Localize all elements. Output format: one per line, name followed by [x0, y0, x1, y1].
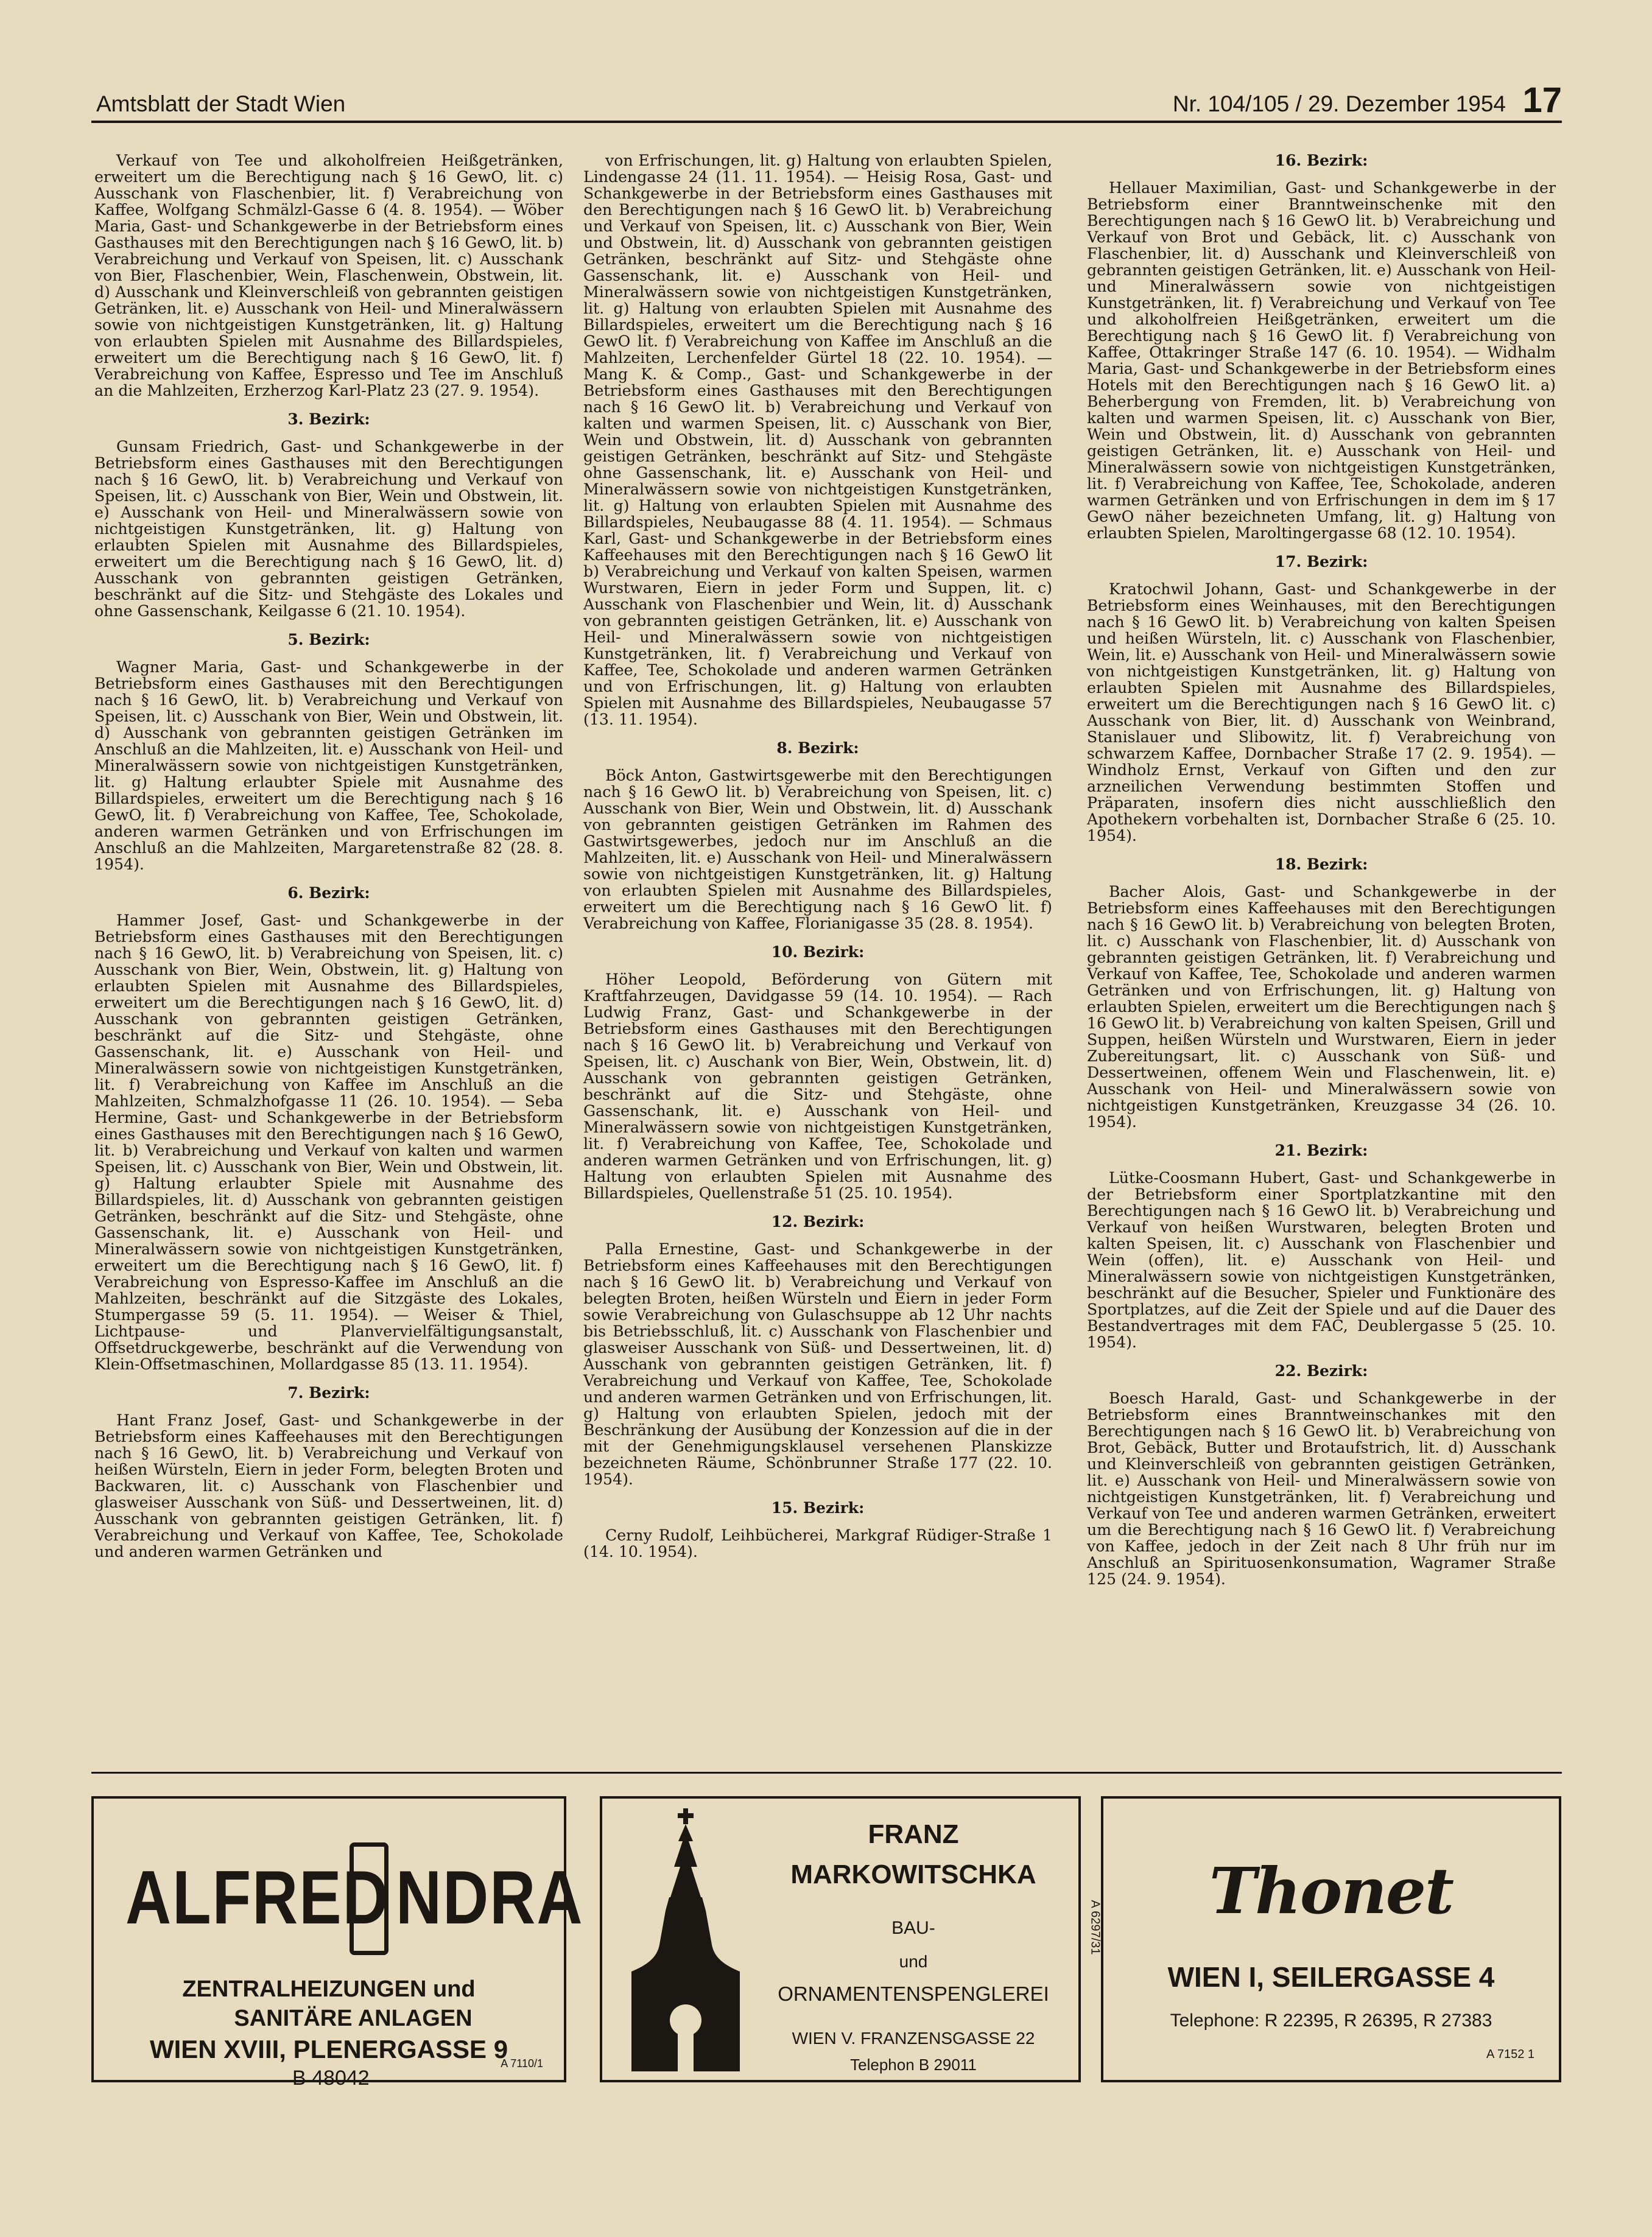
ad-phone: Telephon B 29011 — [850, 2056, 977, 2074]
district-heading: 3. Bezirk: — [287, 410, 370, 428]
paragraph: Boesch Harald, Gast- und Schankgewerbe in der Betriebsform eines Branntweinschankes mit den Berechtigungen nach § 16 GewO lit. b) Verabreichung von Brot, Gebäck, Butter und Brotaufstrich, lit. d) Ausschank und Kleinverschleiß von gebrannten geistigen Getränken, lit. e) Ausschank von Heil- und Mineralwässern sowie von nichtgeistigen Kunstgetränken, lit. f) Verabreichung und Verkauf von Tee und anderen warmen Getränken, erweitert um die Berechtigung nach § 16 GewO lit. f) Verabreichung von Kaffee, jedoch in der Zeit nach 8 Uhr früh nur im Anschluß an Spirituosenkonsumation, Wagramer Straße 125 (24. 9. 1954). — [1087, 1389, 1556, 1588]
ad-code: A 7110/1 — [501, 2057, 543, 2070]
paragraph: Kratochwil Johann, Gast- und Schankgewerbe in der Betriebsform eines Weinhauses, mit den Berechtigungen nach § 16 GewO lit. b) Verabreichung von kalten Speisen und heißen Würsteln, lit. c) Ausschank von Flaschenbier, Wein, lit. e) Ausschank von Heil- und Mineralwässern sowie von nichtgeistigen Kunstgetränken, lit. g) Haltung von erlaubten Spielen mit Ausnahme des Billardspieles, erweitert um die Berechtigungen nach § 16 GewO lit. c) Ausschank von Bier, lit. d) Ausschank von Weinbrand, Stanislauer und Slibowitz, lit. f) Verabreichung von schwarzem Kaffee, Dornbacher Straße 17 (2. 9. 1954). — Windholz Ernst, Verkauf von Giften und den zur arzneilichen Verwendung bestimmten Stoffen und Präparaten, insofern dies nicht ausschließlich den Apothekern vorbehalten ist, Dornbacher Straße 6 (25. 10. 1954). — [1087, 580, 1556, 845]
district-heading: 8. Bezirk: — [776, 739, 859, 757]
advertisement-ondra — [91, 1796, 584, 2090]
page-header — [91, 78, 1562, 123]
district-heading: 12. Bezirk: — [771, 1213, 865, 1231]
paragraph: Bacher Alois, Gast- und Schankgewerbe in der Betriebsform eines Kaffeehauses mit den Berechtigungen nach § 16 GewO lit. b) Verabreichung von belegten Broten, lit. c) Ausschank von Flaschenbier, lit. d) Ausschank von gebrannten geistigen Getränken, lit. f) Verabreichung und Verkauf von Kaffee, Tee, Schokolade und anderen warmen Getränken und von Erfrischungen, lit. g) Haltung von erlaubten Spielen, erweitert um die Berechtigungen nach § 16 GewO lit. b) Verabreichung von kalten Speisen, Grill und Suppen, heißen Würsteln und Wurstwaren, Eiern in jeder Zubereitungsart, lit. c) Ausschank von Süß- und Dessertweinen, offenem Wein und Flaschenwein, lit. e) Ausschank von Heil- und Mineralwässern sowie von nichtgeistigen Kunstgetränken, Kreuzgasse 34 (26. 10. 1954). — [1087, 883, 1556, 1131]
page-number: 17 — [1522, 80, 1562, 120]
district-heading: 16. Bezirk: — [1274, 152, 1368, 169]
ad-line: FRANZ — [868, 1819, 959, 1849]
paragraph: Höher Leopold, Beförderung von Gütern mit Kraftfahrzeugen, Davidgasse 59 (14. 10. 1954). — Rach Ludwig Franz, Gast- und Schankgewerbe in der Betriebsform eines Gasthauses mit den Berechtigungen nach § 16 GewO lit. b) Verabreichung und Verkauf von Speisen, lit. c) Auschank von Bier, Wein, Obstwein, lit. d) Ausschank von gebrannten geistigen Getränken, beschränkt auf die Sitz- und Stehgäste, ohne Gassenschank, lit. e) Ausschank von Heil- und Mineralwässern sowie von nichtgeistigen Kunstgetränken, lit. f) Verabreichung von Kaffee, Tee, Schokolade und anderen warmen Getränken und von Erfrischungen, lit. g) Haltung von erlaubten Spielen mit Ausnahme des Billardspieles, Quellenstraße 51 (25. 10. 1954). — [583, 971, 1052, 1202]
advertisement-markowitschka — [600, 1796, 1102, 2082]
ad-line: und — [899, 1952, 928, 1971]
ad-line: ZENTRALHEIZUNGEN und — [182, 1976, 476, 2002]
district-heading: 18. Bezirk: — [1274, 855, 1368, 873]
phone-label: Telephone: — [1170, 2010, 1260, 2031]
paragraph: Hammer Josef, Gast- und Schankgewerbe in der Betriebsform eines Gasthauses mit den Berechtigungen nach § 16 GewO, lit. b) Verabreichung von Speisen, lit. c) Ausschank von Bier, Wein, Obstwein, lit. g) Haltung von erlaubten Spielen mit Ausnahme des Billardspieles, erweitert um die Berechtigungen nach § 16 GewO, lit. d) Ausschank von gebrannten geistigen Getränken, beschränkt auf die Sitz- und Stehgäste, ohne Gassenschank, lit. e) Ausschank von Heil- und Mineralwässern sowie von nichtgeistigen Kunstgetränken, lit. f) Verabreichung von Kaffee im Anschluß an die Mahlzeiten, Schmalzhofgasse 11 (26. 10. 1954). — Seba Hermine, Gast- und Schankgewerbe in der Betriebsform eines Gasthauses mit den Berechtigungen nach § 16 GewO, lit. b) Verabreichung und Verkauf von kalten und warmen Speisen, lit. c) Ausschank von Bier, Wein und Obstwein, lit. g) Haltung erlaubter Spiele mit Ausnahme des Billardspieles, lit. d) Ausschank von gebrannten geistigen Getränken, beschränkt auf die Sitz- und Stehgäste, ohne Gassenschank, lit. e) Ausschank von Heil- und Mineralwässern sowie von nichtgeistigen Kunstgetränken, erweitert um die Berechtigung nach § 16 GewO, lit. f) Verabreichung von Espresso-Kaffee im Anschluß an die Mahlzeiten, beschränkt auf die Sitzgäste des Lokales, Stumpergasse 59 (5. 11. 1954). — Weiser & Thiel, Lichtpause- und Planvervielfältigungsanstalt, Offsetdruckgewerbe, beschränkt auf die Verwendung von Klein-Offsetmaschinen, Mollardgasse 85 (13. 11. 1954). — [94, 911, 563, 1373]
o-logo-icon — [350, 1842, 388, 1955]
paragraph: Verkauf von Tee und alkoholfreien Heißgetränken, erweitert um die Berechtigung nach § 16 GewO, lit. c) Ausschank von Flaschenbier, lit. f) Verabreichung von Kaffee, Wolfgang Schmälzl-Gasse 6 (4. 8. 1954). — Wöber Maria, Gast- und Schankgewerbe in der Betriebsform eines Gasthauses mit den Berechtigungen nach § 16 GewO, lit. b) Verabreichung und Verkauf von Speisen, lit. c) Ausschank von Bier, Flaschenbier, Wein, Flaschenwein, Obstwein, lit. d) Ausschank und Kleinverschleiß von gebrannten geistigen Getränken, lit. e) Ausschank von Heil- und Mineralwässern sowie von nichtgeistigen Kunstgetränken, lit. g) Haltung von erlaubten Spielen mit Ausnahme des Billardspieles, erweitert um die Berechtigung nach § 16 GewO, lit. f) Verabreichung von Kaffee, Espresso und Tee im Anschluß an die Mahlzeiten, Erzherzog Karl-Platz 23 (27. 9. 1954). — [94, 152, 563, 399]
ad-separator-rule — [91, 1772, 1562, 1774]
paragraph: Gunsam Friedrich, Gast- und Schankgewerbe in der Betriebsform eines Gasthauses mit den Berechtigungen nach § 16 GewO, lit. b) Verabreichung und Verkauf von Speisen, lit. c) Ausschank von Bier, Wein und Obstwein, lit. e) Ausschank von Heil- und Mineralwässern sowie von nichtgeistigen Kunstgetränken, lit. g) Haltung von erlaubten Spielen mit Ausnahme des Billardspieles, erweitert um die Berechtigung nach § 16 GewO, lit. d) Ausschank von gebrannten geistigen Getränken, beschränkt auf die Sitz- und Stehgäste des Lokales und ohne Gassenschank, Keilgasse 6 (21. 10. 1954). — [94, 438, 563, 620]
thonet-logo: Thonet — [1209, 1853, 1453, 1928]
paragraph: Lütke-Coosmann Hubert, Gast- und Schankgewerbe in der Betriebsform einer Sportplatzkantine mit den Berechtigungen nach § 16 GewO lit. b) Verabreichung und Verkauf von heißen Wurstwaren, belegten Broten und kalten Speisen, lit. c) Ausschank von Flaschenbier und Wein (offen), lit. e) Ausschank von Heil- und Mineralwässern sowie von nichtgeistigen Kunstgetränken, beschränkt auf die Besucher, Spieler und Funktionäre des Sportplatzes, auf die Zeit der Spiele und auf die Dauer des Bestandvertrages mit dem FAC, Deublergasse 5 (25. 10. 1954). — [1087, 1169, 1556, 1351]
ad-code: A 7152 1 — [1486, 2048, 1534, 2061]
issue-date: Nr. 104/105 / 29. Dezember 1954 — [1172, 91, 1506, 116]
ad-code: A 6297/31 — [1088, 1900, 1102, 1955]
paragraph: Wagner Maria, Gast- und Schankgewerbe in der Betriebsform eines Gasthauses mit den Berechtigungen nach § 16 GewO, lit. b) Verabreichung und Verkauf von Speisen, lit. c) Ausschank von Bier, Wein und Obstwein, lit. d) Ausschank von gebrannten geistigen Getränken im Anschluß an die Mahlzeiten, lit. e) Ausschank von Heil- und Mineralwässern sowie von nichtgeistigen Kunstgetränken, lit. g) Haltung erlaubter Spiele mit Ausnahme des Billardspieles, erweitert um die Berechtigung nach § 16 GewO, lit. f) Verabreichung von Kaffee, Tee, Schokolade, anderen warmen Getränken und von Erfrischungen im Anschluß an die Mahlzeiten, Margaretenstraße 82 (28. 8. 1954). — [94, 658, 563, 873]
ad-name-left: ALFRED — [125, 1855, 390, 1940]
ad-phone: B 48042 — [292, 2067, 370, 2090]
paragraph: von Erfrischungen, lit. g) Haltung von erlaubten Spielen, Lindengasse 24 (11. 11. 1954). — Heisig Rosa, Gast- und Schankgewerbe in der Betriebsform eines Gasthauses mit den Berechtigungen nach § 16 GewO lit. b) Verabreichung und Verkauf von Speisen, lit. c) Ausschank von Bier, Wein und Obstwein, lit. d) Ausschank von gebrannten geistigen Getränken, beschränkt auf Sitz- und Stehgäste ohne Gassenschank, lit. e) Ausschank von Heil- und Mineralwässern sowie von nichtgeistigen Kunstgetränken, lit. g) Haltung von erlaubten Spielen mit Ausnahme des Billardspieles, erweitert um die Berechtigung nach § 16 GewO lit. f) Verabreichung von Kaffee im Anschluß an die Mahlzeiten, Lerchenfelder Gürtel 18 (22. 10. 1954). — Mang K. & Comp., Gast- und Schankgewerbe in der Betriebsform eines Gasthauses mit den Berechtigungen nach § 16 GewO lit. b) Verabreichung und Verkauf von kalten und warmen Speisen, lit. c) Ausschank von Bier, Wein und Obstwein, lit. d) Ausschank von gebrannten geistigen Getränken, beschränkt auf Sitz- und Stehgäste ohne Gassenschank, lit. e) Ausschank von Heil- und Mineralwässern sowie von nichtgeistigen Kunstgetränken, lit. g) Haltung von erlaubten Spielen mit Ausnahme des Billardspieles, Neubaugasse 88 (4. 11. 1954). — Schmaus Karl, Gast- und Schankgewerbe in der Betriebsform eines Kaffeehauses mit den Berechtigungen nach § 16 GewO lit b) Verabreichung und Verkauf von kalten Speisen, warmen Wurstwaren, Eiern in jeder Form und Suppen, lit. c) Ausschank von Flaschenbier und Wein, lit. d) Ausschank von gebrannten geistigen Getränken, lit. e) Ausschank von Heil- und Mineralwässern sowie von nichtgeistigen Kunstgetränken, lit. f) Verabreichung und Verkauf von Kaffee, Tee, Schokolade und anderen warmen Getränken und von Erfrischungen, lit. g) Haltung von erlaubten Spielen mit Ausnahme des Billardspieles, Neubaugasse 57 (13. 11. 1954). — [583, 152, 1052, 728]
ad-company: MARKOWITSCHKA — [790, 1859, 1036, 1889]
ad-line: ORNAMENTENSPENGLEREI — [778, 1982, 1049, 2005]
district-heading: 5. Bezirk: — [287, 631, 370, 648]
ad-name-right: NDRA — [396, 1855, 584, 1940]
tower-ornament-icon — [610, 1806, 762, 2074]
district-heading: 22. Bezirk: — [1274, 1362, 1368, 1380]
district-heading: 15. Bezirk: — [771, 1499, 865, 1517]
paragraph: Hant Franz Josef, Gast- und Schankgewerbe in der Betriebsform eines Kaffeehauses mit den Berechtigungen nach § 16 GewO, lit. b) Verabreichung und Verkauf von heißen Würsteln, Eiern in jeder Form, belegten Broten und Backwaren, lit. c) Ausschank von Flaschenbier und glasweiser Ausschank von Süß- und Dessertweinen, lit. d) Ausschank von gebrannten geistigen Getränken, lit. f) Verabreichung und Verkauf von Kaffee, Tee, Schokolade und anderen warmen Getränken und — [94, 1411, 563, 1561]
ad-line: BAU- — [891, 1918, 935, 1938]
text-column-1 — [94, 152, 563, 1564]
ad-phones — [1103, 2010, 1559, 2031]
paragraph: Palla Ernestine, Gast- und Schankgewerbe in der Betriebsform eines Kaffeehauses mit den Berechtigungen nach § 16 GewO lit. b) Verabreichung und Verkauf von belegten Broten, heißen Würsteln und Eiern in jeder Form sowie Verabreichung von Gulaschsuppe ab 12 Uhr nachts bis Betriebsschluß, lit. c) Ausschank von Flaschenbier und glasweiser Ausschank von Süß- und Dessertweinen, lit. d) Ausschank von gebrannten geistigen Getränken, lit. f) Verabreichung und Verkauf von Kaffee, Tee, Schokolade und anderen warmen Getränken und von Erfrischungen, lit. g) Haltung von erlaubten Spielen, jedoch mit der Beschränkung der Ausübung der Konzession auf die in der mit der Genehmigungsklausel versehenen Planskizze bezeichneten Räume, Schönbrunner Straße 177 (22. 10. 1954). — [583, 1240, 1052, 1488]
paragraph: Cerny Rudolf, Leihbücherei, Markgraf Rüdiger-Straße 1 (14. 10. 1954). — [583, 1526, 1052, 1561]
phone-numbers: R 22395, R 26395, R 27383 — [1264, 2010, 1492, 2031]
paragraph: Böck Anton, Gastwirtsgewerbe mit den Berechtigungen nach § 16 GewO lit. b) Verabreichung von Speisen, lit. c) Ausschank von Bier, Wein und Obstwein, lit. d) Ausschank von gebrannten geistigen Getränken im Rahmen des Gastwirtsgewerbes, jedoch nur im Anschluß an die Mahlzeiten, lit. e) Ausschank von Heil- und Mineralwässern sowie von nichtgeistigen Kunstgetränken, lit. g) Haltung von erlaubten Spielen mit Ausnahme des Billardspieles, erweitert um die Berechtigung nach § 16 GewO lit. f) Verabreichung von Kaffee, Florianigasse 35 (28. 8. 1954). — [583, 767, 1052, 932]
ad-address: WIEN I, SEILERGASSE 4 — [1167, 1961, 1495, 1993]
district-heading: 10. Bezirk: — [771, 943, 865, 961]
text-column-2 — [583, 152, 1052, 1564]
ad-address: WIEN V. FRANZENSGASSE 22 — [792, 2029, 1035, 2048]
text-column-3 — [1087, 152, 1556, 1591]
district-heading: 7. Bezirk: — [287, 1384, 370, 1402]
district-heading: 17. Bezirk: — [1274, 553, 1368, 571]
ad-line: SANITÄRE ANLAGEN — [234, 2006, 473, 2031]
advertisement-thonet — [1101, 1796, 1561, 2082]
publication-title: Amtsblatt der Stadt Wien — [96, 91, 346, 116]
district-heading: 6. Bezirk: — [287, 884, 370, 902]
paragraph: Hellauer Maximilian, Gast- und Schankgewerbe in der Betriebsform einer Branntweinschenke mit den Berechtigungen nach § 16 GewO lit. b) Verabreichung und Verkauf von Brot und Gebäck, lit. c) Ausschank von Flaschenbier, lit. d) Ausschank und Kleinverschleiß von gebrannten geistigen Getränken, lit. e) Ausschank von Heil- und Mineralwässern sowie von nichtgeistigen Kunstgetränken, lit. f) Verabreichung und Verkauf von Tee und alkoholfreien Heißgetränken, erweitert um die Berechtigung nach § 16 GewO lit. f) Verabreichung von Kaffee, Ottakringer Straße 147 (6. 10. 1954). — Widhalm Maria, Gast- und Schankgewerbe in der Betriebsform eines Hotels mit den Berechtigungen nach § 16 GewO lit. a) Beherbergung von Fremden, lit. b) Verabreichung von kalten und warmen Speisen, lit. c) Ausschank von Bier, Wein und Obstwein, lit. d) Ausschank von gebrannten geistigen Getränken, lit. e) Ausschank von Heil- und Mineralwässern sowie von nichtgeistigen Kunstgetränken, lit. f) Verabreichung von Kaffee, Tee, Schokolade, anderen warmen Getränken und von Erfrischungen in dem im § 17 GewO näher bezeichneten Umfang, lit. g) Haltung von erlaubten Spielen, Maroltingergasse 68 (12. 10. 1954). — [1087, 179, 1556, 542]
ad-logo-row — [94, 1842, 584, 1958]
district-heading: 21. Bezirk: — [1274, 1142, 1368, 1159]
ad-address: WIEN XVIII, PLENERGASSE 9 — [149, 2035, 508, 2063]
